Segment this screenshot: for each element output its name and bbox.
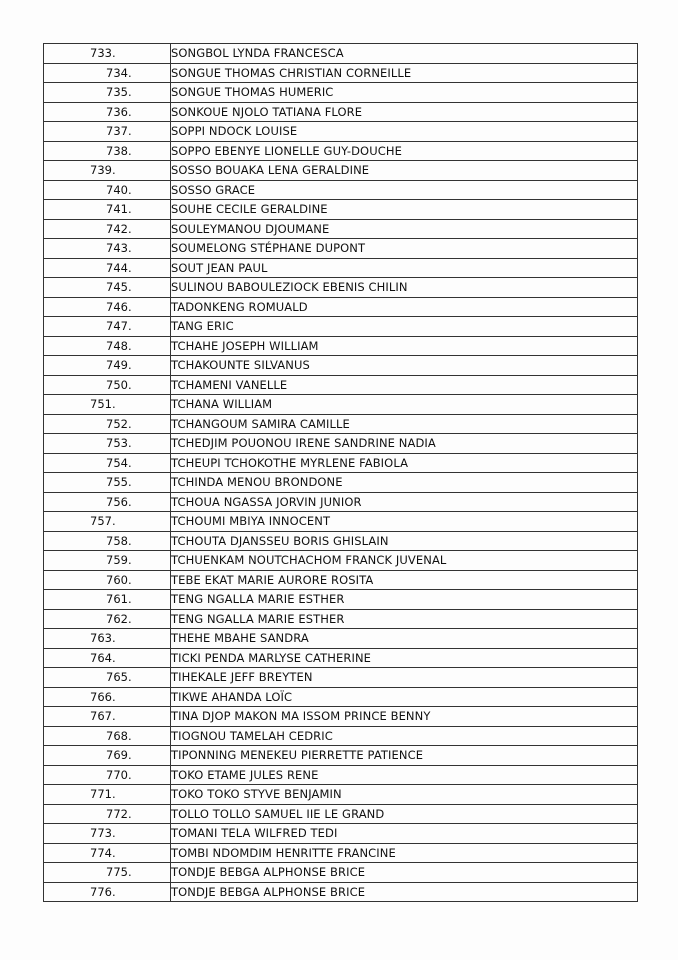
person-name: TEBE EKAT MARIE AURORE ROSITA <box>171 570 638 590</box>
row-number: 755. <box>44 473 171 493</box>
person-name: TCHUENKAM NOUTCHACHOM FRANCK JUVENAL <box>171 551 638 571</box>
person-name: TCHEDJIM POUONOU IRENE SANDRINE NADIA <box>171 434 638 454</box>
person-name: TENG NGALLA MARIE ESTHER <box>171 609 638 629</box>
row-number: 733. <box>44 44 171 64</box>
person-name: TOKO TOKO STYVE BENJAMIN <box>171 785 638 805</box>
person-name: SOULEYMANOU DJOUMANE <box>171 219 638 239</box>
row-number: 767. <box>44 707 171 727</box>
row-number: 749. <box>44 356 171 376</box>
row-number: 762. <box>44 609 171 629</box>
person-name: SOUMELONG STÉPHANE DUPONT <box>171 239 638 259</box>
table-row <box>44 843 638 863</box>
table-row <box>44 551 638 571</box>
table-row <box>44 317 638 337</box>
person-name: TIPONNING MENEKEU PIERRETTE PATIENCE <box>171 746 638 766</box>
table-row <box>44 492 638 512</box>
row-number: 753. <box>44 434 171 454</box>
row-number: 752. <box>44 414 171 434</box>
row-number: 772. <box>44 804 171 824</box>
table-row <box>44 570 638 590</box>
row-number: 751. <box>44 395 171 415</box>
person-name: TONDJE BEBGA ALPHONSE BRICE <box>171 882 638 902</box>
person-name: TCHEUPI TCHOKOTHE MYRLENE FABIOLA <box>171 453 638 473</box>
table-row <box>44 648 638 668</box>
table-row <box>44 707 638 727</box>
table-row <box>44 336 638 356</box>
row-number: 764. <box>44 648 171 668</box>
row-number: 758. <box>44 531 171 551</box>
person-name: TENG NGALLA MARIE ESTHER <box>171 590 638 610</box>
row-number: 775. <box>44 863 171 883</box>
table-row <box>44 102 638 122</box>
person-name: TCHOUMI MBIYA INNOCENT <box>171 512 638 532</box>
person-name: TINA DJOP MAKON MA ISSOM PRINCE BENNY <box>171 707 638 727</box>
person-name: TOLLO TOLLO SAMUEL IIE LE GRAND <box>171 804 638 824</box>
row-number: 750. <box>44 375 171 395</box>
table-row <box>44 414 638 434</box>
person-name: TCHAHE JOSEPH WILLIAM <box>171 336 638 356</box>
person-name: TIKWE AHANDA LOÏC <box>171 687 638 707</box>
person-name: SULINOU BABOULEZIOCK EBENIS CHILIN <box>171 278 638 298</box>
table-row <box>44 44 638 64</box>
person-name: TIOGNOU TAMELAH CEDRIC <box>171 726 638 746</box>
person-name: THEHE MBAHE SANDRA <box>171 629 638 649</box>
row-number: 744. <box>44 258 171 278</box>
person-name: TCHAMENI VANELLE <box>171 375 638 395</box>
table-row <box>44 161 638 181</box>
person-name: TCHOUTA DJANSSEU BORIS GHISLAIN <box>171 531 638 551</box>
table-row <box>44 473 638 493</box>
row-number: 771. <box>44 785 171 805</box>
row-number: 746. <box>44 297 171 317</box>
table-row <box>44 141 638 161</box>
person-name: TADONKENG ROMUALD <box>171 297 638 317</box>
row-number: 760. <box>44 570 171 590</box>
row-number: 742. <box>44 219 171 239</box>
table-row <box>44 453 638 473</box>
person-name: SONGUE THOMAS HUMERIC <box>171 83 638 103</box>
table-row <box>44 395 638 415</box>
table-row <box>44 531 638 551</box>
names-table <box>43 43 638 902</box>
table-row <box>44 219 638 239</box>
table-row <box>44 882 638 902</box>
table-row <box>44 863 638 883</box>
table-row <box>44 180 638 200</box>
row-number: 774. <box>44 843 171 863</box>
row-number: 765. <box>44 668 171 688</box>
person-name: TIHEKALE JEFF BREYTEN <box>171 668 638 688</box>
table-row <box>44 824 638 844</box>
table-row <box>44 765 638 785</box>
table-row <box>44 590 638 610</box>
table-row <box>44 687 638 707</box>
table-row <box>44 83 638 103</box>
row-number: 761. <box>44 590 171 610</box>
table-row <box>44 63 638 83</box>
row-number: 738. <box>44 141 171 161</box>
person-name: SONGBOL LYNDA FRANCESCA <box>171 44 638 64</box>
names-table-body <box>44 44 638 902</box>
person-name: TANG ERIC <box>171 317 638 337</box>
table-row <box>44 785 638 805</box>
table-row <box>44 746 638 766</box>
person-name: SOUHE CECILE GERALDINE <box>171 200 638 220</box>
person-name: SOSSO GRACE <box>171 180 638 200</box>
table-row <box>44 434 638 454</box>
table-row <box>44 609 638 629</box>
row-number: 741. <box>44 200 171 220</box>
row-number: 769. <box>44 746 171 766</box>
table-row <box>44 278 638 298</box>
person-name: TOKO ETAME JULES RENE <box>171 765 638 785</box>
row-number: 773. <box>44 824 171 844</box>
table-row <box>44 726 638 746</box>
person-name: TOMBI NDOMDIM HENRITTE FRANCINE <box>171 843 638 863</box>
row-number: 748. <box>44 336 171 356</box>
person-name: SOSSO BOUAKA LENA GERALDINE <box>171 161 638 181</box>
row-number: 768. <box>44 726 171 746</box>
row-number: 776. <box>44 882 171 902</box>
table-row <box>44 375 638 395</box>
table-row <box>44 239 638 259</box>
row-number: 734. <box>44 63 171 83</box>
table-row <box>44 258 638 278</box>
person-name: TCHANA WILLIAM <box>171 395 638 415</box>
row-number: 763. <box>44 629 171 649</box>
row-number: 756. <box>44 492 171 512</box>
table-row <box>44 297 638 317</box>
person-name: SOPPO EBENYE LIONELLE GUY-DOUCHE <box>171 141 638 161</box>
person-name: SONGUE THOMAS CHRISTIAN CORNEILLE <box>171 63 638 83</box>
table-row <box>44 629 638 649</box>
row-number: 736. <box>44 102 171 122</box>
row-number: 745. <box>44 278 171 298</box>
person-name: TICKI PENDA MARLYSE CATHERINE <box>171 648 638 668</box>
person-name: SOPPI NDOCK LOUISE <box>171 122 638 142</box>
row-number: 735. <box>44 83 171 103</box>
table-row <box>44 356 638 376</box>
table-row <box>44 200 638 220</box>
row-number: 743. <box>44 239 171 259</box>
table-row <box>44 668 638 688</box>
row-number: 737. <box>44 122 171 142</box>
row-number: 757. <box>44 512 171 532</box>
row-number: 739. <box>44 161 171 181</box>
person-name: SONKOUE NJOLO TATIANA FLORE <box>171 102 638 122</box>
row-number: 754. <box>44 453 171 473</box>
person-name: TONDJE BEBGA ALPHONSE BRICE <box>171 863 638 883</box>
person-name: TCHANGOUM SAMIRA CAMILLE <box>171 414 638 434</box>
person-name: SOUT JEAN PAUL <box>171 258 638 278</box>
table-row <box>44 122 638 142</box>
row-number: 766. <box>44 687 171 707</box>
person-name: TCHAKOUNTE SILVANUS <box>171 356 638 376</box>
row-number: 747. <box>44 317 171 337</box>
person-name: TOMANI TELA WILFRED TEDI <box>171 824 638 844</box>
row-number: 759. <box>44 551 171 571</box>
person-name: TCHOUA NGASSA JORVIN JUNIOR <box>171 492 638 512</box>
table-row <box>44 804 638 824</box>
row-number: 770. <box>44 765 171 785</box>
person-name: TCHINDA MENOU BRONDONE <box>171 473 638 493</box>
row-number: 740. <box>44 180 171 200</box>
table-row <box>44 512 638 532</box>
